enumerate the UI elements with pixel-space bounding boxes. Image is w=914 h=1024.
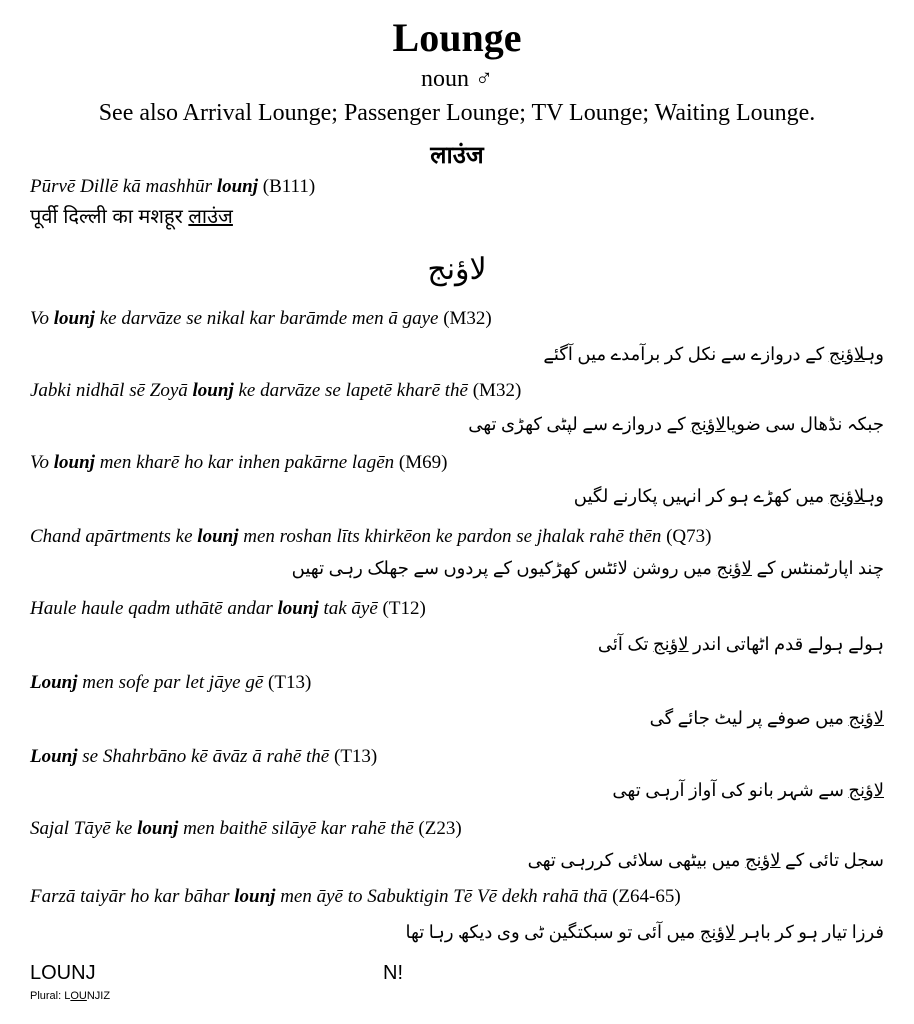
urdu-keyword: لاؤنج	[690, 414, 726, 434]
part-of-speech: noun ♂	[421, 66, 493, 92]
example-keyword: Lounj	[30, 746, 78, 767]
example-text: se Shahrbāno kē āvāz ā rahē thē	[77, 746, 330, 767]
example-urdu	[528, 850, 884, 871]
example-text: men sofe par let jāye gē	[77, 672, 264, 693]
headword: Lounge	[392, 15, 522, 60]
urdu-keyword: لاؤنج	[848, 780, 884, 800]
urdu-text: چند اپارٹمنٹس کے	[751, 558, 884, 578]
source-reference: (T13)	[329, 746, 378, 767]
example-text: Jabki nidhāl sē Zoyā	[30, 380, 193, 401]
source-reference: (T12)	[377, 598, 426, 619]
devanagari-keyword: लाउंज	[188, 206, 233, 228]
hindi-example-devanagari	[30, 202, 233, 229]
example-keyword: Lounj	[30, 672, 78, 693]
example-translit	[30, 598, 426, 620]
urdu-keyword: لاؤنج	[699, 922, 736, 942]
urdu-keyword: لاؤنج	[716, 558, 752, 578]
translit-text: Pūrvē Dillē kā mashhūr	[30, 176, 217, 197]
urdu-text: جبکہ نڈھال سی ضویا	[725, 414, 884, 434]
urdu-keyword: لاؤنج	[652, 634, 689, 654]
example-text: Vo	[30, 308, 54, 329]
source-reference: (T13)	[263, 672, 312, 693]
urdu-text: وہ	[864, 486, 884, 506]
example-urdu	[598, 634, 884, 655]
example-translit	[30, 746, 377, 768]
example-text: Haule haule qadm uthātē andar	[30, 598, 278, 619]
example-translit	[30, 308, 492, 330]
example-translit	[30, 452, 447, 474]
example-text: men roshan līts khirkēon ke pardon se jhalak rahē thēn	[238, 526, 662, 547]
translit-keyword: lounj	[216, 176, 259, 197]
example-keyword: lounj	[192, 380, 234, 401]
example-translit	[30, 818, 462, 840]
example-text: ke darvāze se nikal kar barāmde men ā gaye	[94, 308, 439, 329]
urdu-text: سجل تائی کے	[780, 850, 884, 870]
example-urdu	[292, 558, 884, 579]
example-urdu	[574, 486, 884, 507]
footer-word: LOUNJ	[30, 962, 96, 984]
example-text: tak āyē	[318, 598, 378, 619]
example-text: Vo	[30, 452, 54, 473]
urdu-keyword: لاؤنج	[828, 486, 865, 506]
hindi-headword: लाउंज	[430, 142, 484, 169]
example-keyword: lounj	[277, 598, 319, 619]
example-translit	[30, 526, 712, 548]
example-text: Sajal Tāyē ke	[30, 818, 138, 839]
example-text: men kharē ho kar inhen pakārne lagēn	[94, 452, 395, 473]
source-reference: (M32)	[467, 380, 522, 401]
example-urdu	[543, 344, 884, 365]
urdu-keyword: لاؤنج	[828, 344, 865, 364]
urdu-text: سے شہر بانو کی آواز آرہی تھی	[612, 780, 849, 800]
example-keyword: lounj	[53, 308, 95, 329]
example-keyword: lounj	[197, 526, 239, 547]
source-reference: (M32)	[438, 308, 492, 329]
example-translit	[30, 672, 311, 694]
example-keyword: lounj	[137, 818, 179, 839]
urdu-text: میں بیٹھی سلائی کررہی تھی	[527, 850, 745, 870]
urdu-text: ہولے ہولے قدم اٹھاتی اندر	[688, 634, 884, 654]
example-urdu	[406, 922, 884, 943]
urdu-text: کے دروازے سے نکل کر برآمدے میں آگئے	[543, 344, 829, 364]
source-reference: (M69)	[394, 452, 448, 473]
example-urdu	[650, 708, 884, 729]
plural-suffix: NJIZ	[86, 990, 111, 1002]
urdu-text: میں روشن لائٹس کھڑکیوں کے پردوں سے جھلک رہی تھیں	[291, 558, 717, 578]
source-reference: (B111)	[258, 176, 316, 197]
example-keyword: lounj	[234, 886, 276, 907]
example-text: Chand apārtments ke	[30, 526, 198, 547]
urdu-text: میں کھڑے ہو کر انہیں پکارنے لگیں	[573, 486, 829, 506]
urdu-text: فرزا تیار ہو کر باہر	[735, 922, 884, 942]
urdu-text: وہ	[864, 344, 884, 364]
plural-form	[30, 990, 110, 1002]
plural-underlined: OU	[70, 990, 87, 1002]
see-also: See also Arrival Lounge; Passenger Lounge; TV Lounge; Waiting Lounge.	[98, 100, 816, 126]
urdu-text: کے دروازے سے لپٹی کھڑی تھی	[468, 414, 691, 434]
urdu-headword: لاؤنج	[427, 253, 487, 286]
example-translit	[30, 886, 681, 908]
source-reference: (Z23)	[413, 818, 462, 839]
footer-mark: N!	[383, 962, 403, 984]
urdu-text: میں آئی تو سبکتگین ٹی وی دیکھ رہا تھا	[405, 922, 700, 942]
example-text: men baithē silāyē kar rahē thē	[178, 818, 414, 839]
urdu-text: تک آئی	[597, 634, 653, 654]
source-reference: (Q73)	[661, 526, 712, 547]
example-text: ke darvāze se lapetē kharē thē	[233, 380, 468, 401]
urdu-keyword: لاؤنج	[744, 850, 781, 870]
plural-prefix: Plural: L	[30, 990, 71, 1002]
example-translit	[30, 380, 521, 402]
example-keyword: lounj	[53, 452, 95, 473]
example-text: men āyē to Sabuktigin Tē Vē dekh rahā thā	[275, 886, 608, 907]
hindi-example-translit	[30, 176, 315, 198]
urdu-text: میں صوفے پر لیٹ جائے گی	[649, 708, 849, 728]
example-text: Farzā taiyār ho kar bāhar	[30, 886, 235, 907]
example-urdu	[612, 780, 884, 801]
example-urdu	[468, 414, 884, 435]
urdu-keyword: لاؤنج	[848, 708, 884, 728]
devanagari-text: पूर्वी दिल्ली का मशहूर	[30, 206, 189, 228]
source-reference: (Z64-65)	[607, 886, 681, 907]
